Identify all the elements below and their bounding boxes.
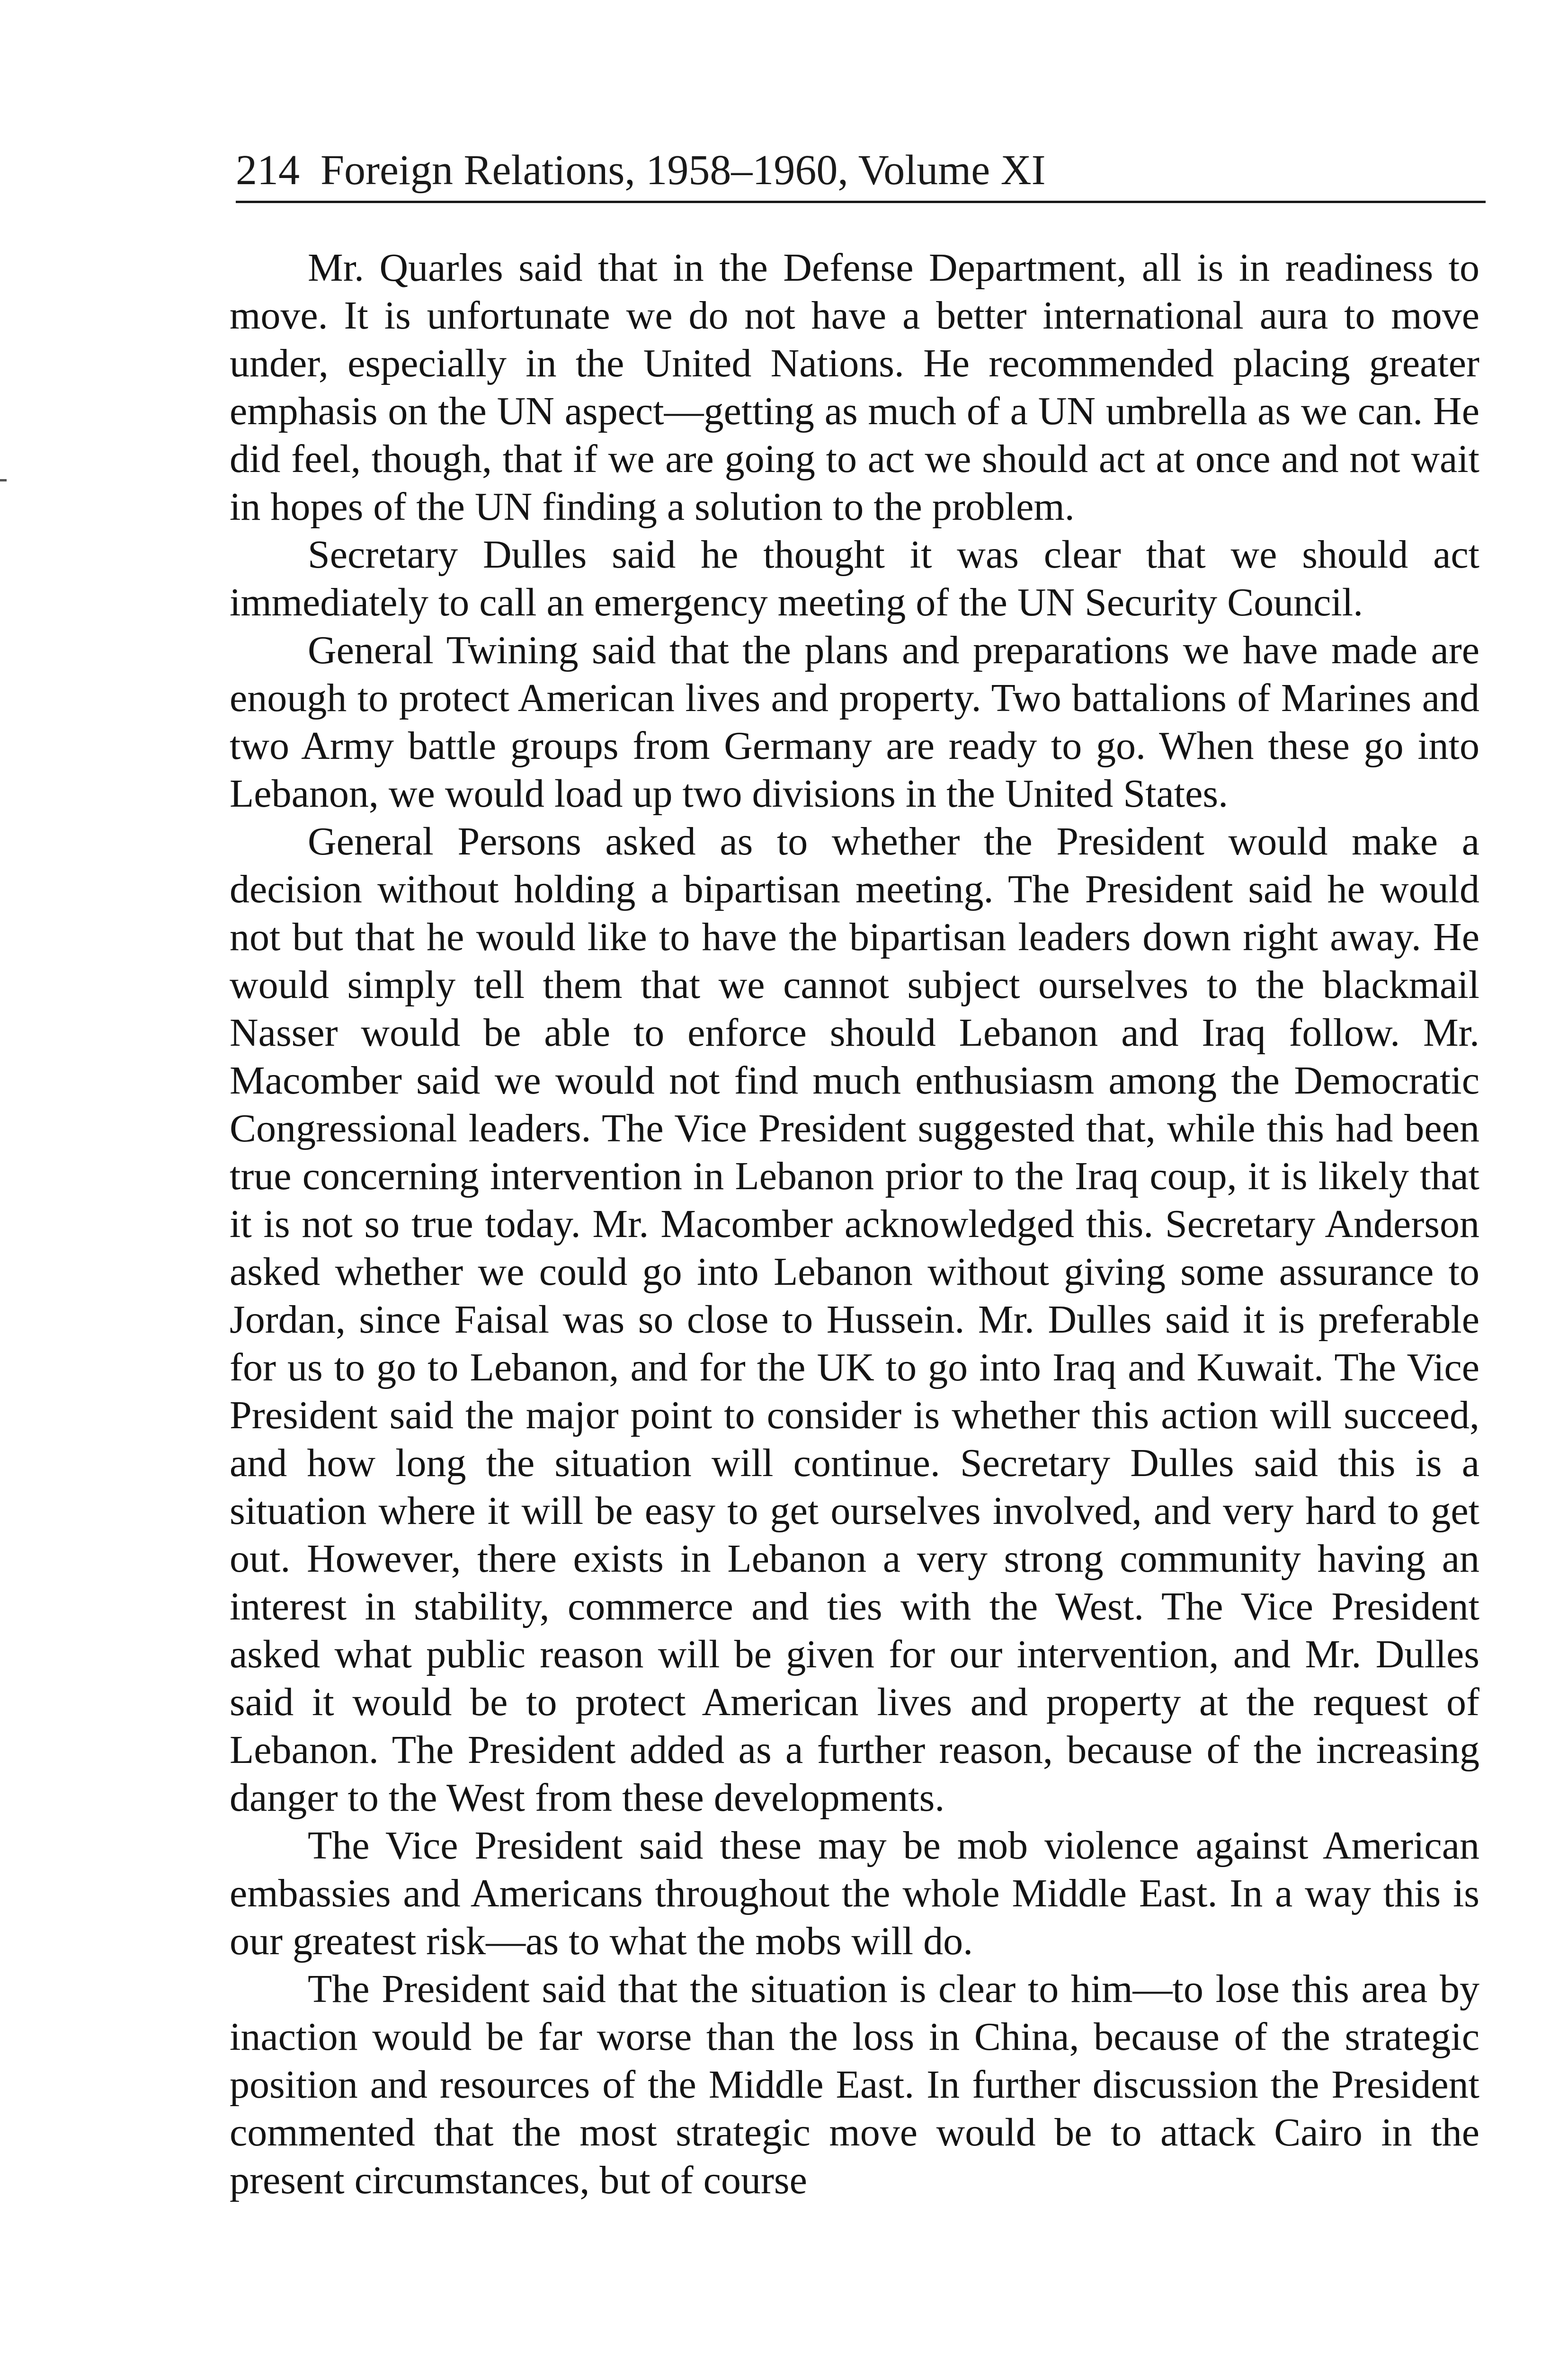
page-number: 214 [236, 147, 300, 194]
paragraph-twining: General Twining said that the plans and preparations we have made are enough to protect American lives and property. Two battalions of Marines and two Army battle groups from Germany are ready to go. When these go into Lebanon, we would load up two divisions in the United States. [230, 628, 1479, 816]
scan-mark [0, 479, 7, 481]
paragraph-dulles-security-council: Secretary Dulles said he thought it was clear that we should act immediately to call an emergency meeting of the UN Security Council. [230, 533, 1479, 624]
running-header [236, 144, 1476, 196]
paragraph-persons-bipartisan: General Persons asked as to whether the President would make a decision without holding a bipartisan meeting. The President said he would not but that he would like to have the bipartisan leaders down right away. He would simply tell them that we cannot subject ourselves to the blackmail Nasser would be able to enforce should Lebanon and Iraq follow. Mr. Macomber said we would not find much enthusiasm among the Democratic Congressional leaders. The Vice President suggested that, while this had been true concerning intervention in Lebanon prior to the Iraq coup, it is likely that it is not so true today. Mr. Macomber acknowledged this. Secretary Anderson asked whether we could go into Lebanon without giving some assurance to Jordan, since Faisal was so close to Hussein. Mr. Dulles said it is preferable for us to go to Lebanon, and for the UK to go into Iraq and Kuwait. The Vice President said the major point to consider is whether this action will succeed, and how long the situation will continue. Secretary Dulles said this is a situation where it will be easy to get ourselves involved, and very hard to get out. However, there exists in Lebanon a very strong community having an interest in stability, commerce and ties with the West. The Vice President asked what public reason will be given for our intervention, and Mr. Dulles said it would be to protect American lives and property at the request of Lebanon. The President added as a further reason, because of the increasing danger to the West from these developments. [230, 819, 1479, 1820]
header-rule [236, 201, 1486, 203]
running-title: Foreign Relations, 1958–1960, Volume XI [321, 147, 1046, 194]
paragraph-quarles: Mr. Quarles said that in the Defense Department, all is in readiness to move. It is unfortunate we do not have a better international aura to move under, especially in the United Nations. He recommended placing greater emphasis on the UN aspect—getting as much of a UN umbrella as we can. He did feel, though, that if we are going to act we should act at once and not wait in hopes of the UN finding a solution to the problem. [230, 246, 1479, 529]
paragraph-vice-president-mob-violence: The Vice President said these may be mob violence against American embassies and Americans throughout the whole Middle East. In a way this is our greatest risk—as to what the mobs will do. [230, 1824, 1479, 1963]
paragraph-president-strategic: The President said that the situation is clear to him—to lose this area by inaction would be far worse than the loss in China, because of the strategic position and resources of the Middle East. In further discussion the President commented that the most strategic move would be to attack Cairo in the present circumstances, but of course [230, 1967, 1479, 2202]
body-text [230, 244, 1479, 2204]
